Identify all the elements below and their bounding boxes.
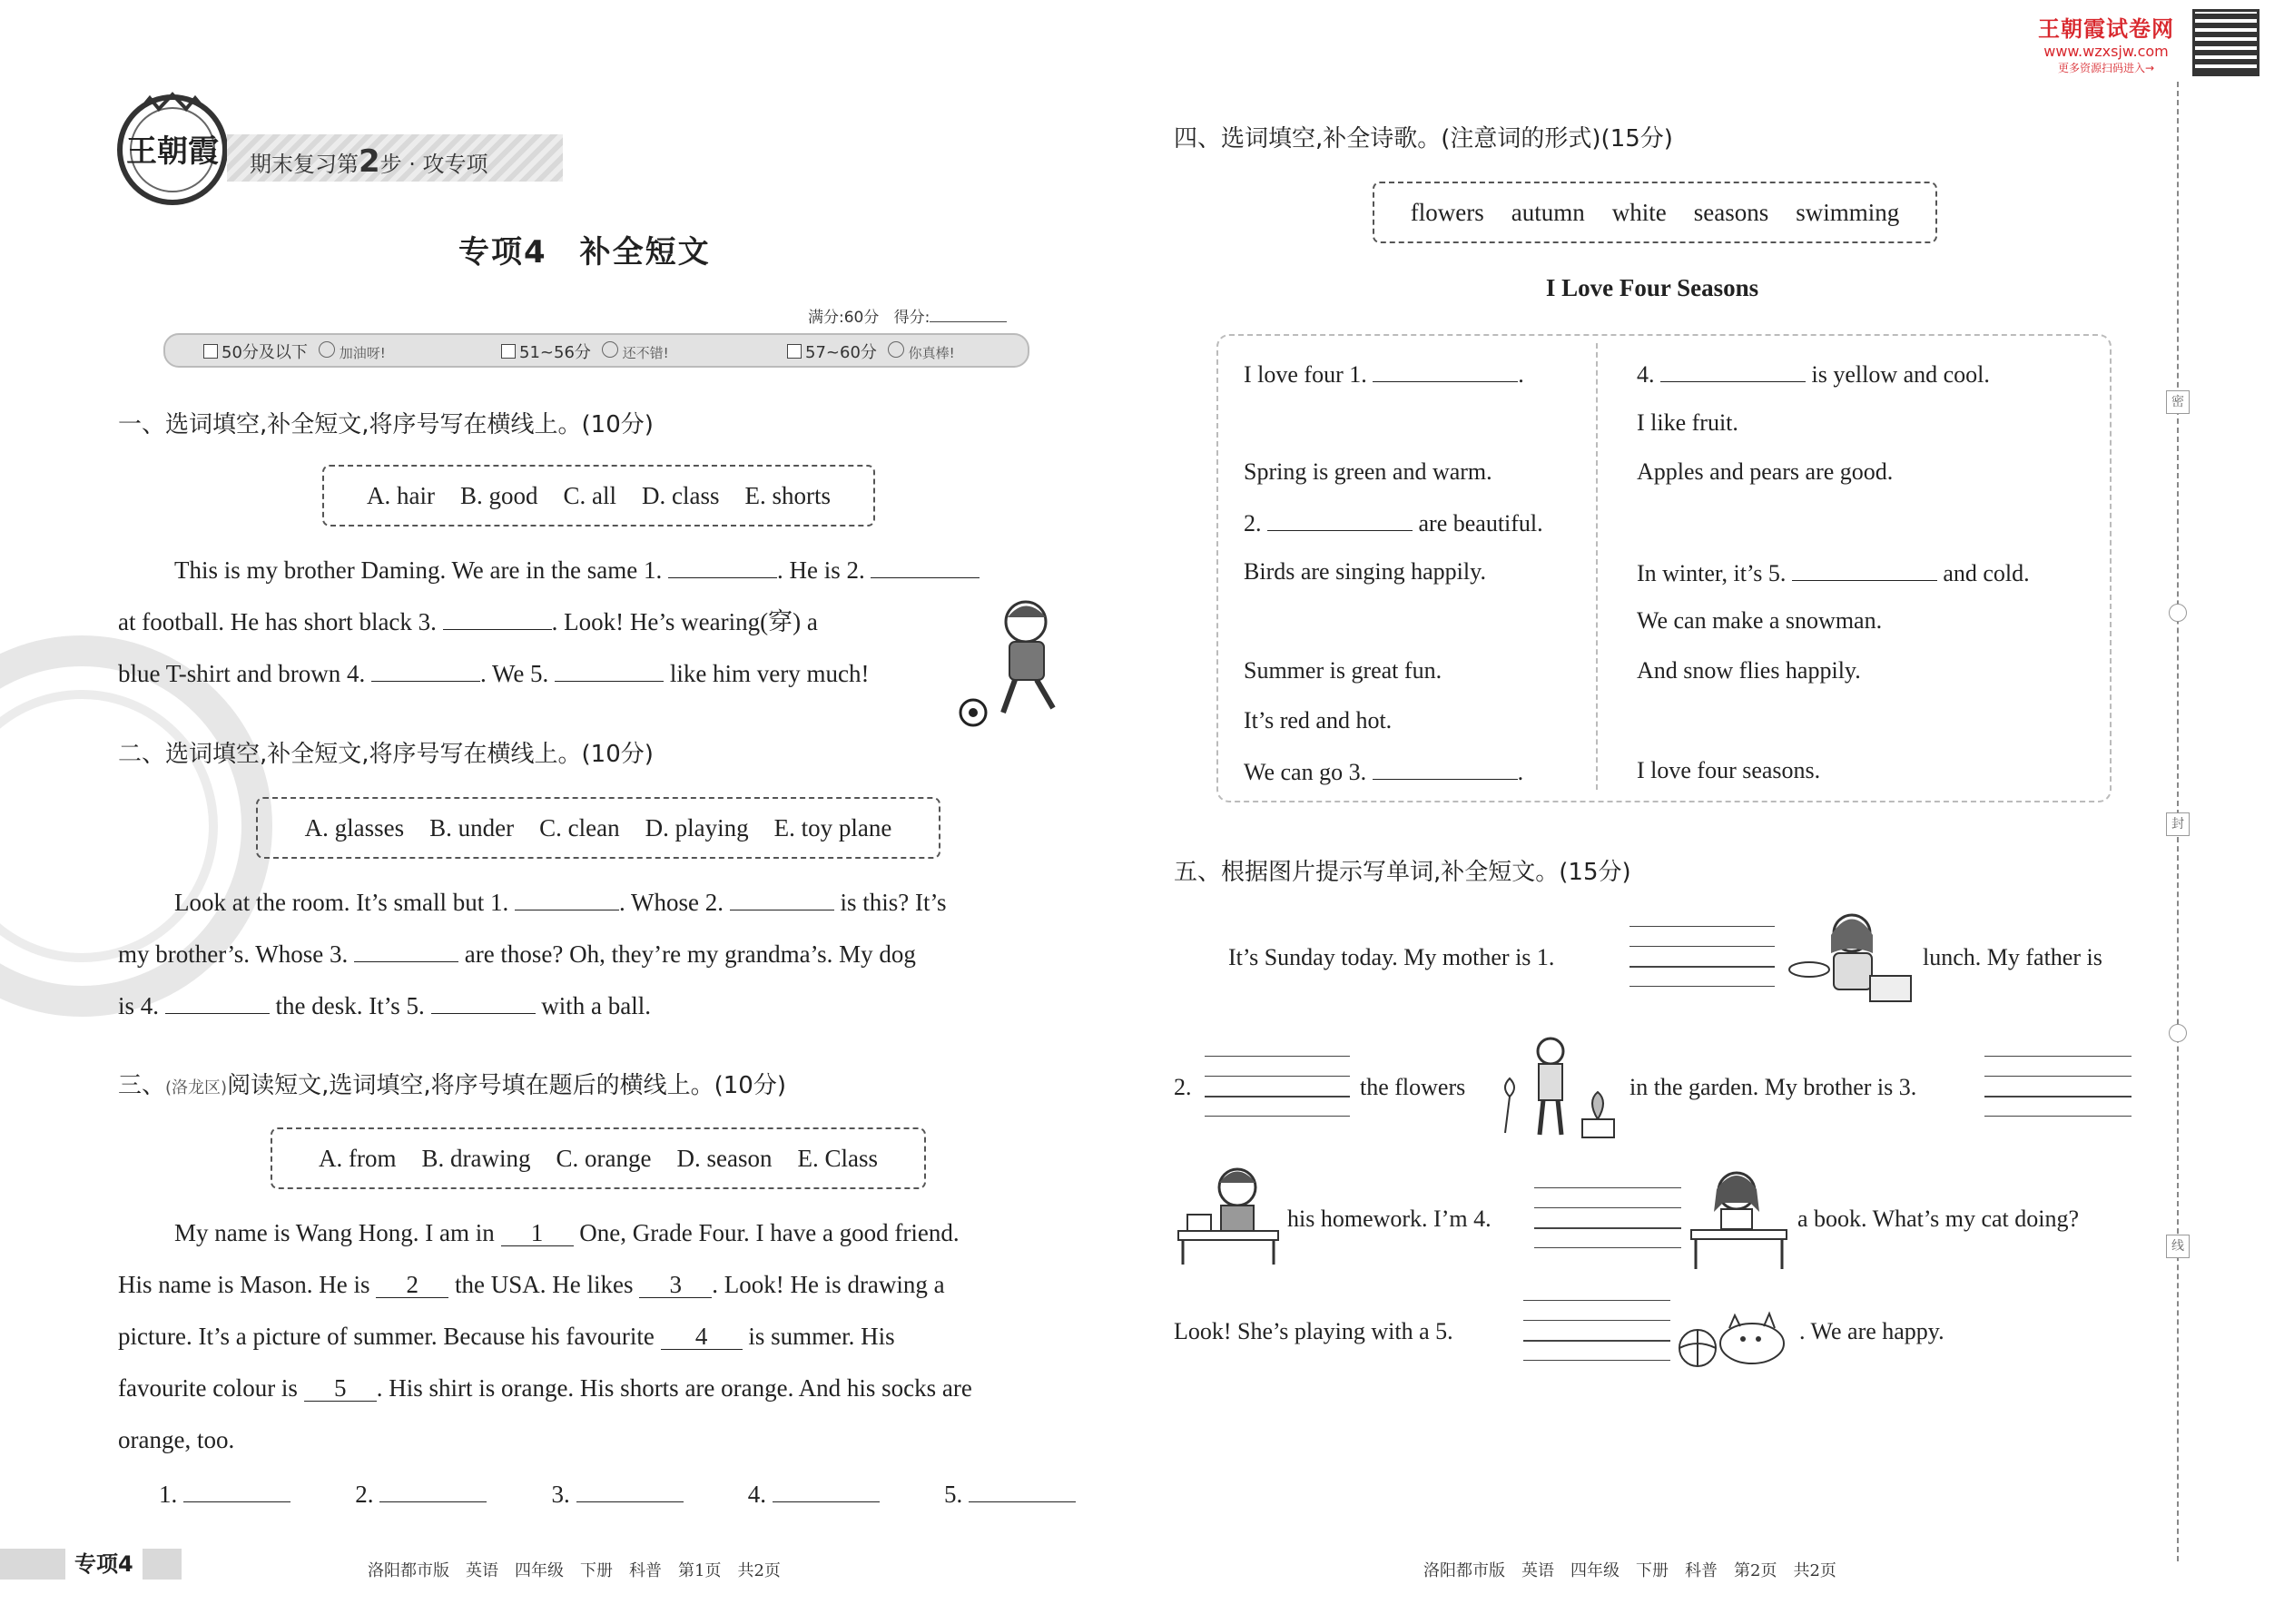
- cat-with-ball-illustration: [1675, 1303, 1793, 1373]
- s4-option: autumn: [1511, 198, 1585, 226]
- poem-line: [1244, 359, 1524, 389]
- header-suffix: 步 · 攻专项: [379, 152, 488, 177]
- poem-line: Apples and pears are good.: [1637, 458, 1894, 485]
- smile-icon: [319, 341, 335, 358]
- s3-answer: [355, 1469, 487, 1521]
- binding-hole-icon: [2169, 604, 2187, 622]
- writing-line[interactable]: [1523, 1320, 1670, 1321]
- blank-field[interactable]: [371, 659, 480, 682]
- rating-1-range: 50分及以下: [222, 343, 308, 362]
- s1-text: like him very much!: [669, 660, 870, 687]
- poem-text: .: [1518, 361, 1524, 388]
- s4-option: seasons: [1693, 198, 1769, 226]
- s2-option: D. playing: [645, 813, 749, 842]
- section-4-word-box: [1373, 182, 1937, 243]
- s3-answer: [944, 1469, 1076, 1521]
- s2-option: C. clean: [539, 813, 620, 842]
- poem-text: In winter, it’s 5.: [1637, 560, 1787, 586]
- section-5-heading: 五、根据图片提示写单词,补全短文。(15分): [1174, 859, 1631, 886]
- blank-field[interactable]: [431, 991, 536, 1014]
- s1-line: [118, 648, 1071, 700]
- s2-text: . Whose 2.: [618, 889, 724, 916]
- writing-line[interactable]: [1205, 1056, 1350, 1057]
- smile-icon: [888, 341, 904, 358]
- boy-football-illustration: [953, 595, 1076, 731]
- s3-heading-pre: 三、: [118, 1072, 166, 1099]
- s4-option: flowers: [1410, 198, 1484, 226]
- section-2-passage: [118, 877, 1080, 1032]
- s2-text: is this? It’s: [840, 889, 947, 916]
- rating-3-comment: 你真棒!: [908, 344, 955, 361]
- blank-field[interactable]: [730, 888, 834, 910]
- s3-line: [118, 1414, 1080, 1466]
- s3-line: [118, 1311, 1080, 1363]
- s5-text: It’s Sunday today. My mother is 1.: [1228, 944, 1555, 970]
- blank-field[interactable]: [165, 991, 270, 1014]
- score-got-label: 得分:: [893, 309, 930, 327]
- numbered-blank[interactable]: 3: [639, 1272, 712, 1298]
- s5-text: lunch. My father is: [1923, 944, 2102, 970]
- numbered-blank[interactable]: 5: [304, 1375, 377, 1402]
- s1-option: B. good: [459, 481, 538, 509]
- blank-field[interactable]: [1660, 359, 1806, 382]
- writing-line[interactable]: [1534, 1247, 1681, 1248]
- s3-answer-row: [159, 1469, 1076, 1521]
- blank-field[interactable]: [354, 940, 458, 962]
- s3-text: picture. It’s a picture of summer. Because his favourite: [118, 1323, 655, 1350]
- s1-text: . We 5.: [479, 660, 549, 687]
- poem-text: and cold.: [1943, 560, 2030, 586]
- s3-answer: [552, 1469, 684, 1521]
- s2-line: [118, 980, 1080, 1032]
- blank-field[interactable]: [668, 556, 777, 578]
- writing-line[interactable]: [1534, 1207, 1681, 1208]
- writing-line[interactable]: [1534, 1227, 1681, 1229]
- rating-3: [787, 340, 955, 363]
- section-3-heading: [118, 1067, 786, 1100]
- s3-option: A. from: [319, 1144, 397, 1172]
- side-mark: 封: [2166, 812, 2190, 836]
- s3-answer-label: 4.: [747, 1481, 766, 1508]
- s1-text: . He is 2.: [776, 556, 865, 584]
- brand-block: [2024, 11, 2188, 75]
- s5-text: . We are happy.: [1799, 1318, 1944, 1344]
- writing-line[interactable]: [1629, 946, 1775, 947]
- blank-field[interactable]: [555, 659, 664, 682]
- poem-line: We can make a snowman.: [1637, 607, 1883, 634]
- s2-line: [118, 877, 1080, 929]
- writing-line[interactable]: [1205, 1076, 1350, 1077]
- rating-2-checkbox[interactable]: [501, 344, 516, 359]
- s1-line: [118, 545, 1071, 596]
- answer-field[interactable]: [576, 1480, 684, 1502]
- blank-field[interactable]: [1373, 359, 1518, 382]
- s1-option: A. hair: [367, 481, 435, 509]
- s3-option: D. season: [676, 1144, 773, 1172]
- s3-text: One, Grade Four. I have a good friend.: [579, 1219, 960, 1246]
- smile-icon: [602, 341, 618, 358]
- writing-line[interactable]: [1523, 1360, 1670, 1361]
- s3-option: E. Class: [797, 1144, 878, 1172]
- header-step-number: 2: [359, 143, 380, 180]
- rating-3-range: 57~60分: [805, 343, 877, 362]
- s1-option: D. class: [642, 481, 720, 509]
- s3-text: the USA. He likes: [454, 1271, 634, 1298]
- section-2-word-box: [256, 797, 940, 859]
- s3-answer: [159, 1469, 290, 1521]
- s2-text: is 4.: [118, 992, 160, 1019]
- rating-2-range: 51~56分: [519, 343, 591, 362]
- s3-answer-label: 1.: [159, 1481, 178, 1508]
- answer-field[interactable]: [773, 1480, 880, 1502]
- father-watering-illustration: [1496, 1033, 1623, 1142]
- brand-name: 王朝霞试卷网: [2038, 16, 2174, 42]
- s2-text: the desk. It’s 5.: [275, 992, 425, 1019]
- footer-left: 洛阳都市版 英语 四年级 下册 科普 第1页 共2页: [368, 1561, 781, 1580]
- writing-line[interactable]: [1523, 1340, 1670, 1342]
- writing-line[interactable]: [1984, 1076, 2132, 1077]
- s3-heading-post: 阅读短文,选词填空,将序号填在题后的横线上。(10分): [227, 1072, 786, 1099]
- s3-answer-label: 2.: [355, 1481, 374, 1508]
- s3-text: favourite colour is: [118, 1374, 298, 1402]
- rating-1-comment: 加油呀!: [339, 344, 386, 361]
- poem-line: I love four seasons.: [1637, 757, 1821, 783]
- poem-text: 2.: [1244, 510, 1262, 536]
- s5-text: 2.: [1174, 1074, 1192, 1100]
- binding-hole-icon: [2169, 1024, 2187, 1042]
- rating-1: [203, 340, 386, 363]
- qr-code-icon[interactable]: [2192, 9, 2260, 76]
- numbered-blank[interactable]: 1: [501, 1220, 574, 1246]
- writing-line[interactable]: [1205, 1116, 1350, 1117]
- writing-line[interactable]: [1523, 1300, 1670, 1301]
- side-mark: 密: [2166, 390, 2190, 414]
- s3-line: [118, 1363, 1080, 1414]
- s3-text: His name is Mason. He is: [118, 1271, 370, 1298]
- brand-slogan: 更多资源扫码进入→: [2057, 62, 2155, 74]
- s3-text: My name is Wang Hong. I am in: [174, 1219, 495, 1246]
- blank-field[interactable]: [871, 556, 980, 578]
- poem-text: .: [1517, 759, 1524, 785]
- section-1-heading: 一、选词填空,补全短文,将序号写在横线上。(10分): [118, 411, 654, 438]
- poem-line: [1637, 359, 1990, 389]
- answer-field[interactable]: [969, 1480, 1076, 1502]
- answer-field[interactable]: [183, 1480, 290, 1502]
- rating-bar: [163, 333, 1029, 368]
- section-1-word-box: [322, 465, 875, 527]
- s3-text: orange, too.: [118, 1426, 235, 1453]
- numbered-blank[interactable]: 2: [376, 1272, 448, 1298]
- s2-line: [118, 929, 1080, 980]
- s3-answer-label: 5.: [944, 1481, 963, 1508]
- blank-field[interactable]: [443, 607, 552, 630]
- s5-text: his homework. I’m 4.: [1287, 1206, 1492, 1232]
- answer-field[interactable]: [379, 1480, 487, 1502]
- s2-text: my brother’s. Whose 3.: [118, 940, 349, 968]
- poem-text: is yellow and cool.: [1811, 361, 1990, 388]
- badge-logo-icon: [113, 91, 231, 209]
- poem-line: And snow flies happily.: [1637, 657, 1861, 684]
- writing-line[interactable]: [1629, 966, 1775, 968]
- blank-field[interactable]: [1373, 757, 1518, 780]
- s4-option: white: [1611, 198, 1667, 226]
- writing-line[interactable]: [1205, 1096, 1350, 1097]
- poem-line: It’s red and hot.: [1244, 707, 1393, 733]
- section-3-passage: [118, 1207, 1080, 1466]
- rating-2: [501, 340, 669, 363]
- poem-text: We can go 3.: [1244, 759, 1367, 785]
- s3-answer: [748, 1469, 880, 1521]
- poem-line: [1244, 757, 1523, 786]
- section-1-passage: [118, 545, 1071, 700]
- s3-option: C. orange: [556, 1144, 652, 1172]
- header-step: [250, 143, 488, 180]
- poem-line: Summer is great fun.: [1244, 657, 1442, 684]
- s2-text: with a ball.: [541, 992, 651, 1019]
- section-4-heading: 四、选词填空,补全诗歌。(注意词的形式)(15分): [1174, 125, 1673, 153]
- writing-line[interactable]: [1984, 1096, 2132, 1097]
- writing-line[interactable]: [1629, 986, 1775, 987]
- poem-text: 4.: [1637, 361, 1655, 388]
- s2-text: Look at the room. It’s small but 1.: [174, 889, 509, 916]
- writing-line[interactable]: [1984, 1056, 2132, 1057]
- s4-option: swimming: [1796, 198, 1900, 226]
- s5-text: Look! She’s playing with a 5.: [1174, 1318, 1453, 1344]
- poem-line: [1244, 508, 1543, 537]
- side-mark: 线: [2166, 1235, 2190, 1258]
- s3-line: [118, 1207, 1080, 1259]
- footer-tab-label: 专项4: [65, 1549, 143, 1580]
- s3-option: B. drawing: [421, 1144, 531, 1172]
- s2-text: are those? Oh, they’re my grandma’s. My dog: [464, 940, 916, 968]
- s2-option: A. glasses: [304, 813, 405, 842]
- girl-reading-illustration: [1687, 1162, 1791, 1271]
- poem-line: [1637, 558, 2030, 587]
- s5-text: a book. What’s my cat doing?: [1797, 1206, 2080, 1232]
- s5-text: in the garden. My brother is 3.: [1629, 1074, 1917, 1100]
- poem-line: I like fruit.: [1637, 409, 1738, 436]
- writing-line[interactable]: [1984, 1116, 2132, 1117]
- brand-url: www.wzxsjw.com: [2043, 43, 2169, 60]
- blank-field[interactable]: [1792, 558, 1937, 581]
- brother-homework-illustration: [1174, 1160, 1283, 1269]
- blank-field[interactable]: [1267, 508, 1413, 531]
- score-full: 满分:60分: [808, 309, 880, 327]
- poem-text: I love four 1.: [1244, 361, 1367, 388]
- header-prefix: 期末复习第: [250, 152, 359, 177]
- s3-text: . His shirt is orange. His shorts are orange. And his socks are: [376, 1374, 972, 1402]
- poem-divider: [1596, 343, 1598, 790]
- writing-line[interactable]: [1534, 1187, 1681, 1188]
- s1-text: blue T-shirt and brown 4.: [118, 660, 366, 687]
- page-title: 专项4 补全短文: [458, 234, 711, 271]
- s1-line: [118, 596, 1071, 648]
- score-got-field[interactable]: [930, 321, 1007, 322]
- rating-3-checkbox[interactable]: [787, 344, 802, 359]
- section-3-word-box: [271, 1127, 926, 1189]
- mother-cooking-illustration: [1784, 908, 1915, 1008]
- s1-option: E. shorts: [744, 481, 831, 509]
- score-line: [808, 304, 1007, 327]
- s3-text: . Look! He is drawing a: [712, 1271, 945, 1298]
- numbered-blank[interactable]: 4: [661, 1324, 743, 1350]
- s2-option: B. under: [429, 813, 515, 842]
- s1-text: . Look! He’s wearing(穿) a: [551, 608, 818, 635]
- poem-line: Birds are singing happily.: [1244, 558, 1486, 585]
- footer-right: 洛阳都市版 英语 四年级 下册 科普 第2页 共2页: [1423, 1561, 1836, 1580]
- blank-field[interactable]: [515, 888, 619, 910]
- s1-text: This is my brother Daming. We are in the same 1.: [174, 556, 663, 584]
- s3-text: is summer. His: [748, 1323, 895, 1350]
- badge-text: 王朝霞: [126, 133, 219, 170]
- poem-line: Spring is green and warm.: [1244, 458, 1492, 485]
- s2-option: E. toy plane: [773, 813, 892, 842]
- writing-line[interactable]: [1629, 926, 1775, 927]
- s3-line: [118, 1259, 1080, 1311]
- s3-heading-area: (洛龙区): [165, 1078, 228, 1097]
- rating-1-checkbox[interactable]: [203, 344, 218, 359]
- poem-text: are beautiful.: [1418, 510, 1543, 536]
- section-2-heading: 二、选词填空,补全短文,将序号写在横线上。(10分): [118, 741, 654, 768]
- poem-title: I Love Four Seasons: [1545, 274, 1759, 301]
- rating-2-comment: 还不错!: [622, 344, 669, 361]
- s1-option: C. all: [563, 481, 616, 509]
- s3-answer-label: 3.: [551, 1481, 570, 1508]
- s1-text: at football. He has short black 3.: [118, 608, 437, 635]
- s5-text: the flowers: [1360, 1074, 1466, 1100]
